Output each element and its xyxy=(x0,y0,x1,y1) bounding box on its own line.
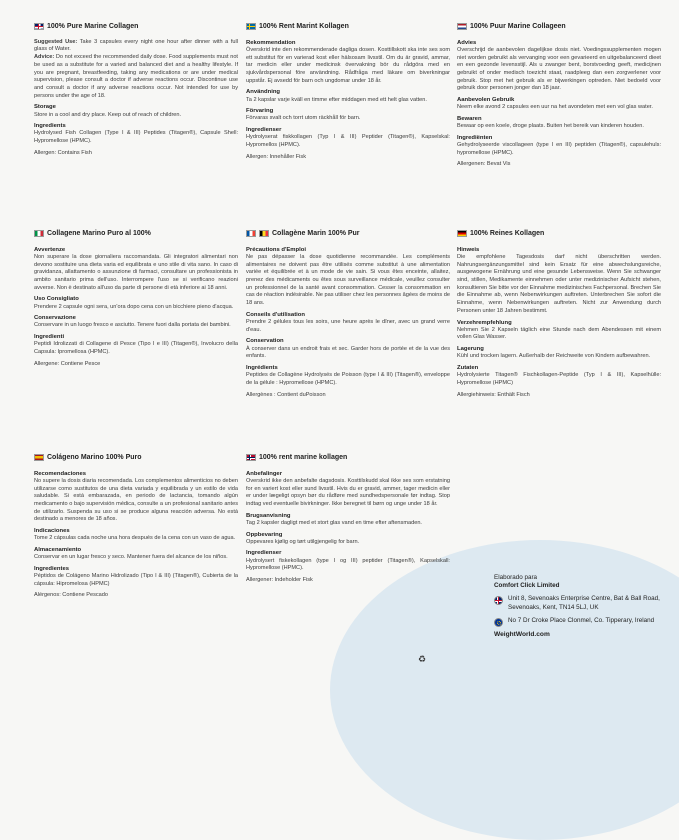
storage-heading: Conservazione xyxy=(34,315,76,322)
storage-text: Oppevares kjølig og tørt utilgjengelig for barn. xyxy=(246,538,360,545)
sweden-flag-icon xyxy=(246,23,256,30)
recommendation-text: No supere la dosis diaria recomendada. Los complementos alimenticios no deben utilizarse como sustitutos de una dieta variada y equilibrada y un estilo de vida saludable. Si está embarazada, en periodo de lactancia, tomando algún medicamento o bajo supervisión médica, consulte a un profesional sanitario antes de utilizarlo. Suspenda su uso si se produce alguna reacción adversa. No está destinado a menores de 18 años. xyxy=(34,477,238,523)
storage-text: Förvaras svalt och torrt utom räckhåll för barn. xyxy=(246,115,361,122)
section-title: Colágeno Marino 100% Puro xyxy=(47,454,142,461)
use-text: Nehmen Sie 2 Kapseln täglich eine Stunde nach dem Abendessen mit einem vollen Glas Wasser. xyxy=(457,326,661,341)
germany-flag-icon xyxy=(457,230,467,237)
ingredients-text: Hydrolysed Fish Collagen (Type I & III) Peptides (Titagen®), Capsule Shell: Hypromellose (HPMC). xyxy=(34,130,238,145)
ingredients-text: Hydrolysierte Titagen® Fischkollagen-Peptide (Typ I & III), Kapselhülle: Hypromellose (HPMC) xyxy=(457,372,661,386)
section-title: Collagène Marin 100% Pur xyxy=(272,230,360,237)
ingredients-heading: Ingrédients xyxy=(246,364,278,371)
storage-text: À conserver dans un endroit frais et sec. Garder hors de portée et de la vue des enfants. xyxy=(246,345,450,360)
storage-text: Conservare in un luogo fresco e asciutto. Tenere fuori dalla portata dei bambini. xyxy=(34,322,231,329)
ingredients-text: Péptidos de Colágeno Marino Hidrolizado (Tipo I & III) (Titagen®), Cubierta de la cápsula: Hipromelosa (HPMC) xyxy=(34,572,238,587)
storage-heading: Storage xyxy=(34,104,56,111)
recommendation-heading: Recomendaciones xyxy=(34,470,87,477)
belgium-flag-icon xyxy=(259,230,269,237)
use-heading: Uso Consigliato xyxy=(34,296,79,303)
ingredients-heading: Ingredientes xyxy=(34,565,70,572)
spain-flag-icon xyxy=(34,454,44,461)
norway-flag-icon xyxy=(246,454,256,461)
advice: Advice: Do not exceed the recommended daily dose. Food supplements must not be used as a substitute for a varied and balanced diet and a healthy lifestyle. If you are pregnant, breastfeeding, taking any medications or are under medical supervision, please consult a doctor if adverse reactions occur. Discontinue use and consult a doctor if any adverse reactions occur. Not intended for use by persons under the age of 18. xyxy=(34,54,238,99)
storage-heading: Oppbevaring xyxy=(246,531,283,538)
use-text: Ta 2 kapslar varje kväll en timme efter middagen med ett helt glas vatten. xyxy=(246,96,427,103)
advice-text: Overschrijd de aanbevolen dagelijkse dosis niet. Voedingssupplementen mogen niet worden gebruikt als vervanging voor een gevarieerd en uitgebalanceerd dieet en een gezonde levensstijl. Als u zwanger bent, borstvoeding geeft, medicijnen gebruikt of onder medisch toezicht staat, raadpleeg dan een zorgverlener voor gebruik. Stop met het gebruik als er bijwerkingen optreden. Niet bedoeld voor gebruik door personen jonger dan 18 jaar. xyxy=(457,46,661,92)
allergen-text: Allergene: Contiene Pesce xyxy=(34,360,101,367)
use-heading: Användning xyxy=(246,89,281,96)
storage-text: Conservar en un lugar fresco y seco. Mantener fuera del alcance de los niños. xyxy=(34,554,228,561)
allergen-text: Allergiehinweis: Enthält Fisch xyxy=(457,391,530,398)
website: WeightWorld.com xyxy=(494,630,550,638)
allergen-text: Allergener: Indeholder Fisk xyxy=(246,576,313,583)
use-heading: Aanbevolen Gebruik xyxy=(457,97,515,104)
use-heading: Conseils d'utilisation xyxy=(246,311,306,318)
storage-text: Kühl und trocken lagern. Außerhalb der Reichweite von Kindern aufbewahren. xyxy=(457,353,651,360)
uk-address: Unit 8, Sevenoaks Enterprise Centre, Bat & Ball Road, Sevenoaks, Kent, TN14 5LJ, UK xyxy=(508,595,660,611)
section-en xyxy=(34,22,238,158)
ingredients-text: Peptidi Idrolizzati di Collagene di Pesce (Tipo I e III) (Titagen®), Involucro della Capsula: Ipromellosa (HPMC). xyxy=(34,341,238,355)
ingredients-text: Gehydrolyseerde viscollageen (type I en III) peptiden (Titagen®), capsulehuls: hypromellose (HPMC). xyxy=(457,141,661,156)
use-text: Prendre 2 gélules tous les soirs, une heure après le dîner, avec un grand verre d'eau. xyxy=(246,318,450,333)
allergen-text: Alérgenos: Contiene Pescado xyxy=(34,592,109,599)
use-heading: Verzehrempfehlung xyxy=(457,319,512,326)
section-no xyxy=(246,453,450,585)
use-text: Tome 2 cápsulas cada noche una hora después de la cena con un vaso de agua. xyxy=(34,535,236,542)
uk-flag-icon xyxy=(494,596,503,605)
section-title: Collagene Marino Puro al 100% xyxy=(47,230,151,237)
recommendation-heading: Anbefalinger xyxy=(246,470,283,477)
allergen-text: Allergenen: Bevat Vis xyxy=(457,161,511,168)
made-for-label: Elaborado para xyxy=(494,574,538,581)
france-flag-icon xyxy=(246,230,256,237)
storage-text: Store in a cool and dry place. Keep out of reach of children. xyxy=(34,111,182,118)
recommendation-text: Overskrid ikke den anbefalte dagsdosis. Kosttilskudd skal ikke ses som erstatning for en variert kost eller sund livsstil. Hvis du er gravid, ammer, tager medicin eller er under lægeligt opsyn bør du rådføre med sundhedspersonale før indtag. Stop indtag ved eventuelle bivirkninger. Ikke beregnet til børn og unge under 18 år. xyxy=(246,477,450,507)
allergen-text: Allergènes : Contient duPoisson xyxy=(246,391,326,398)
netherlands-flag-icon xyxy=(457,23,467,30)
manufacturer-info xyxy=(494,574,664,639)
suggested-use: Suggested Use: Take 3 capsules every night one hour after dinner with a full glass of Water. xyxy=(34,38,238,53)
section-de xyxy=(457,229,661,399)
section-it xyxy=(34,229,238,368)
ingredients-heading: Ingredienti xyxy=(34,334,65,341)
company-name: Comfort Click Limited xyxy=(494,582,560,590)
ingredients-heading: Ingrediënten xyxy=(457,134,493,141)
precautions-heading: Précautions d'Emploi xyxy=(246,246,306,253)
section-es xyxy=(34,453,238,600)
storage-heading: Almacenamiento xyxy=(34,546,82,553)
eu-flag-icon xyxy=(494,618,503,627)
storage-heading: Bewaren xyxy=(457,115,482,122)
recommendation-text: Överskrid inte den rekommenderade dagliga dosen. Kosttillskott ska inte ses som ett substitut för en varierad kost eller hälsosam livsstil. Om du är gravid, ammar, tar medicin eller under medicinsk övervakning bör du rådgöra med en sjukvårdspersonal före användning. Rådfråga med läkare om biverkningar uppstår. Ej avsedd för barn och ungdomar under 18 år. xyxy=(246,46,450,84)
italy-flag-icon xyxy=(34,230,44,237)
section-title: 100% Reines Kollagen xyxy=(470,230,545,237)
recycle-icon: ♻ xyxy=(418,654,427,664)
ingredients-text: Hydrolysert fiskekollagen (type I og III) peptider (Titagen®), Kapselskall: Hypromellose (HPMC). xyxy=(246,557,450,572)
precautions-text: Ne pas dépasser la dose quotidienne recommandée. Les compléments alimentaires ne doivent pas être utilisés comme substitut à une alimentation variée et équilibrée et à un mode de vie sain. Si vous êtes enceinte, allaitez, prenez des médicaments ou êtes sous surveillance médicale, veuillez consulter un professionnel de la santé avant consommation. Cesser la consommation en cas de réaction indésirable. Ne pas utiliser chez les personnes âgées de moins de 18 ans. xyxy=(246,253,450,307)
ie-address: No 7 Dr Croke Place Clonmel, Co. Tipperary, Ireland xyxy=(508,616,655,624)
allergen-text: Allergen: Innehåller Fisk xyxy=(246,153,307,160)
section-title: 100% rent marine kollagen xyxy=(259,454,348,461)
storage-heading: Lagerung xyxy=(457,346,484,353)
use-heading: Brugsanvisning xyxy=(246,512,291,519)
storage-heading: Förvaring xyxy=(246,108,274,115)
ingredients-text: Hydrolyserat fiskkollagen (Typ I & III) Peptider (Titagen®), Kapselskal: Hypromellos (HPMC). xyxy=(246,134,450,148)
ingredients-heading: Ingredients xyxy=(34,123,66,130)
ingredients-text: Peptides de Collagène Hydrolysés de Poisson (type I & III) (Titagen®), enveloppe de la gélule : Hypromellose (HPMC). xyxy=(246,372,450,386)
use-heading: Indicaciones xyxy=(34,528,70,535)
ingredients-heading: Ingredienser xyxy=(246,550,282,557)
section-title: 100% Puur Marine Collageen xyxy=(470,23,566,30)
advice-heading: Advies xyxy=(457,39,477,46)
hint-heading: Hinweis xyxy=(457,246,480,253)
warnings-text: Non superare la dose giornaliera raccomandata. Gli integratori alimentari non devono sostituire una dieta varia ed equilibrata e uno stile di vita sano. In caso di gravidanza, allattamento o assunzione di farmaci, consultare un professionista in ambito sanitario prima dell'uso. Interrompere l'uso se si verificano reazioni avverse. Non è destinato all'uso da parte di persone di età inferiore ai 18 anni. xyxy=(34,253,238,291)
recommendation-heading: Rekommendation xyxy=(246,39,296,46)
use-text: Neem elke avond 2 capsules een uur na het avondeten met een vol glas water. xyxy=(457,104,653,111)
section-title: 100% Pure Marine Collagen xyxy=(47,23,139,30)
warnings-heading: Avvertenze xyxy=(34,246,66,253)
section-title: 100% Rent Marint Kollagen xyxy=(259,23,349,30)
hint-text: Die empfohlene Tagesdosis darf nicht überschritten werden. Nahrungsergänzungsmittel sind kein Ersatz für eine abwechslungsreiche, ausgewogene Ernährung und eine gesunde Lebensweise. Wenn Sie schwanger sind, stillen, Medikamente einnehmen oder unter medizinischer Aufsicht stehen, konsultieren Sie bitte vor der Einnahme medizinisches Fachpersonal. Brechen Sie die Einnahme ab, wenn Nebenwirkungen auftreten. Unterbrechen Sie sofort die Einnahme, wenn Nebenwirkungen auftreten. Nicht zur Anwendung durch Personen unter 18 Jahren bestimmt. xyxy=(457,253,661,314)
section-fr xyxy=(246,229,450,399)
section-sv xyxy=(246,22,450,161)
ingredients-heading: Ingredienser xyxy=(246,127,282,134)
storage-heading: Conservation xyxy=(246,338,284,345)
allergen-text: Allergen: Contains Fish xyxy=(34,149,92,156)
uk-flag-icon xyxy=(34,23,44,30)
section-nl xyxy=(457,22,661,169)
ingredients-heading: Zutaten xyxy=(457,364,479,371)
use-text: Prendere 2 capsule ogni sera, un'ora dopo cena con un bicchiere pieno d'acqua. xyxy=(34,303,234,310)
use-text: Tag 2 kapsler dagligt med et stort glas vand en time efter aftensmaden. xyxy=(246,519,422,526)
storage-text: Bewaar op een koele, droge plaats. Buiten het bereik van kinderen houden. xyxy=(457,123,644,130)
